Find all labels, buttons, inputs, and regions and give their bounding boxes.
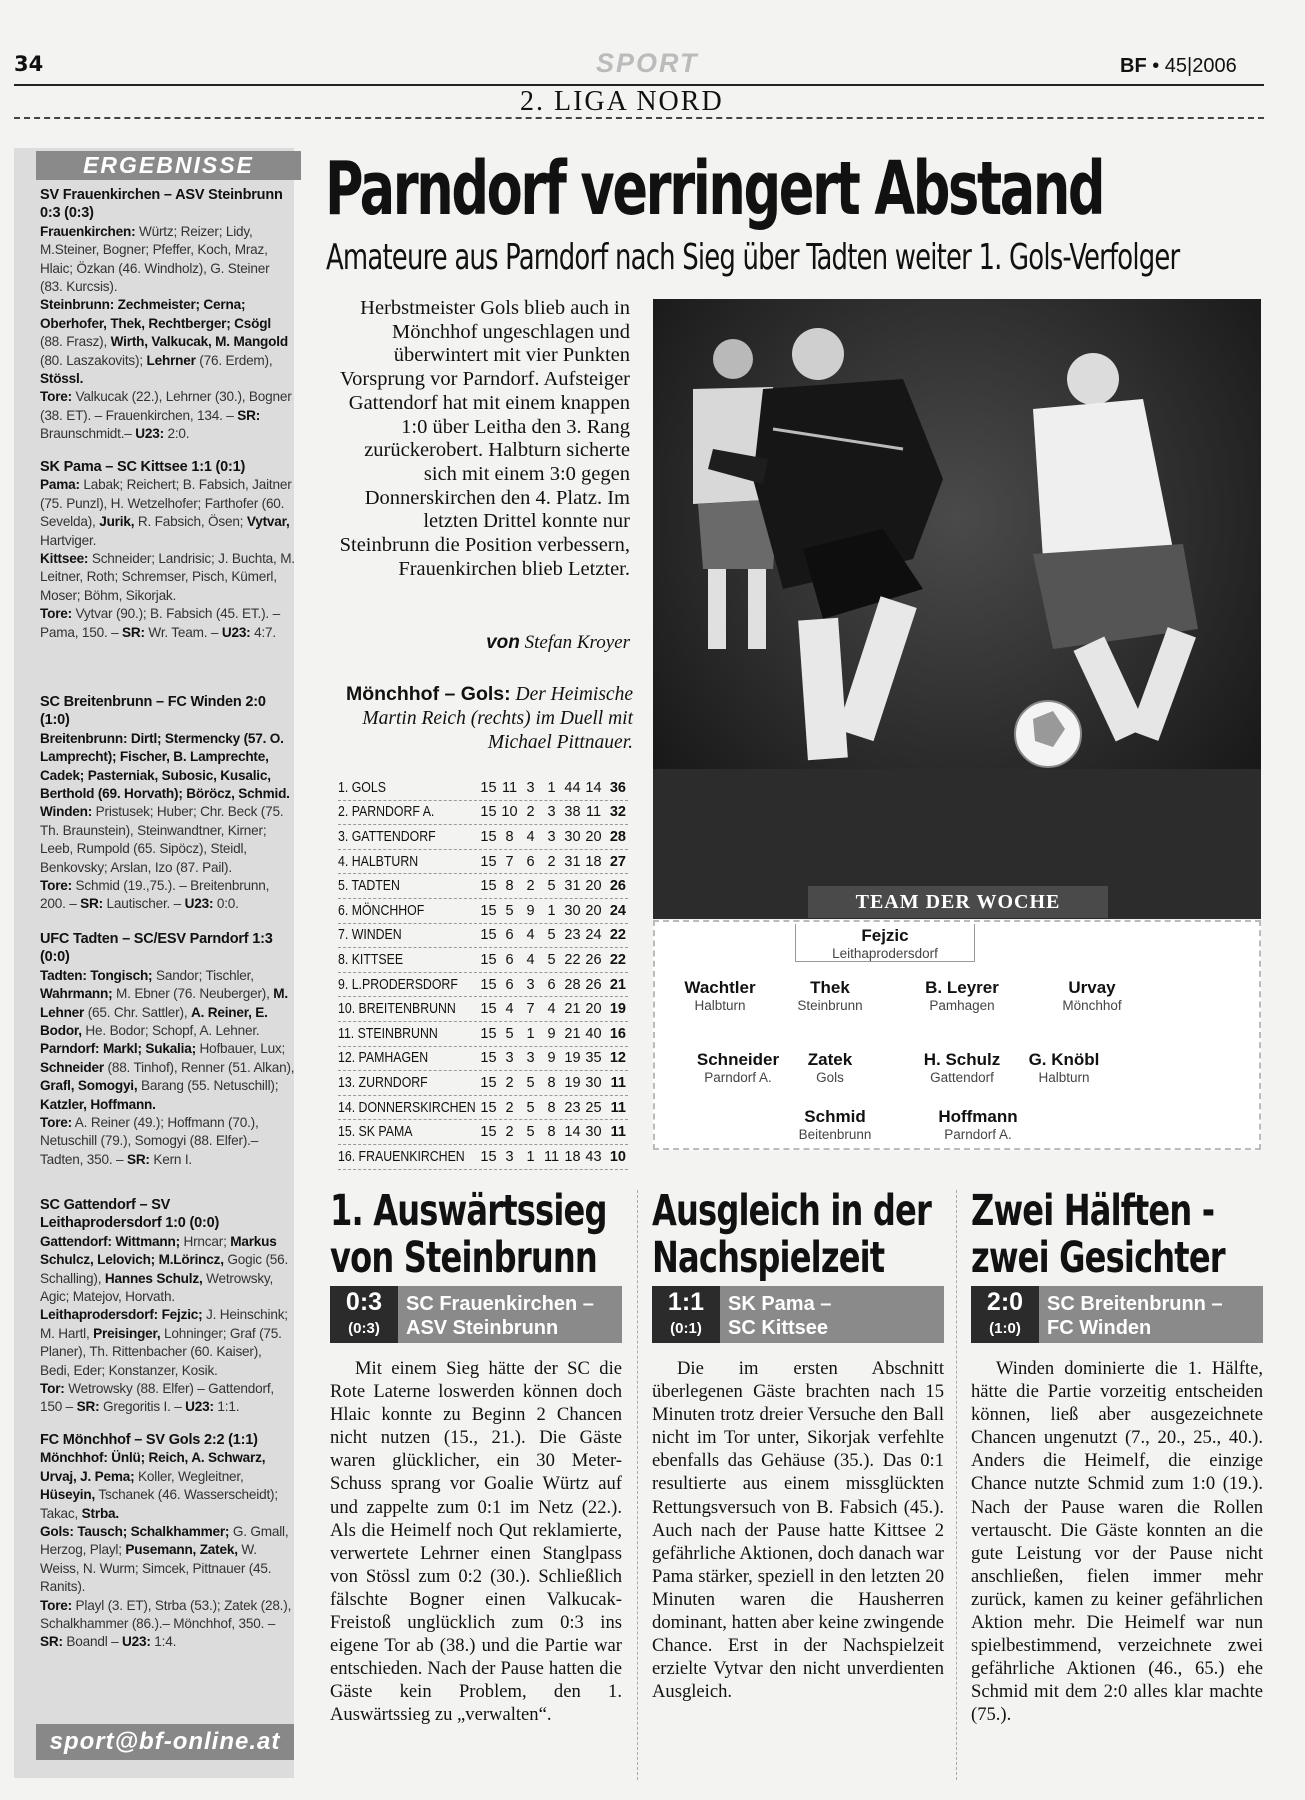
table-cell-ga: 25 (585, 1099, 602, 1116)
table-row (338, 997, 628, 1022)
table-team: 7. WINDEN (338, 927, 402, 944)
table-cell-l: 1 (547, 902, 556, 919)
table-cell-s: 15 (480, 976, 497, 993)
table-cell-gf: 31 (564, 853, 581, 870)
article-text: Die im ersten Abschnitt überlegenen Gäste brachten nach 15 Minuten trotz dreier Versuche den Ball nicht im Tor unter, Sikorjak verfehlte ebenfalls das Gehäuse (35.). Das 0:1 resultierte aus einem missglückten Rettungsversuch von B. Fabsich (45.). Auch nach der Pause hatte Kittsee 2 gefährliche Aktionen, doch danach war Pama stärker, speziell in den letzten 20 Minuten waren die Hausherren dominant, hatten aber keine zwingende Chance. Erst in der Nachspielzeit erzielte Vytvar den nicht unverdienten Ausgleich. (652, 1358, 944, 1703)
player-club: Pamhagen (929, 998, 995, 1013)
table-team: 12. PAMHAGEN (338, 1050, 429, 1067)
table-row (338, 1071, 628, 1096)
table-points: 19 (609, 1001, 626, 1018)
player-name: Wachtler (684, 978, 756, 997)
team-of-week-player (795, 924, 975, 962)
result-block (40, 693, 295, 914)
table-points: 32 (609, 804, 626, 821)
table-team: 2. PARNDORF A. (338, 804, 435, 821)
table-cell-d: 4 (526, 927, 535, 944)
result-block (40, 1431, 295, 1652)
player-club: Gattendorf (930, 1070, 994, 1085)
table-cell-d: 1 (526, 1148, 535, 1165)
table-cell-l: 8 (547, 1099, 556, 1116)
table-team: 16. FRAUENKIRCHEN (338, 1148, 465, 1165)
player-name: B. Leyrer (925, 978, 999, 997)
table-cell-ga: 20 (585, 902, 602, 919)
table-cell-d: 6 (526, 853, 535, 870)
table-cell-ga: 20 (585, 1001, 602, 1018)
score-bar (330, 1286, 622, 1343)
table-cell-w: 3 (505, 1050, 514, 1067)
table-cell-gf: 31 (564, 878, 581, 895)
score-box (652, 1286, 720, 1343)
table-cell-d: 4 (526, 828, 535, 845)
table-team: 11. STEINBRUNN (338, 1025, 438, 1042)
article-title-line: Zwei Hälften - (971, 1186, 1215, 1236)
table-cell-ga: 35 (585, 1050, 602, 1067)
table-points: 24 (609, 902, 626, 919)
table-team: 10. BREITENBRUNN (338, 1001, 456, 1018)
result-lineup: Pama: Labak; Reichert; B. Fabsich, Jaitner (75. Punzl), H. Wetzelhofer; Farthofer (60. Sevelda), Jurik, R. Fabsich, Ösen; Vytvar, Hartviger. Kittsee: Schneider; Landrisic; J. Buchta, M. Leitner, Roth; Schremser, Pisch, Kümerl, Moser; Böhm, Sikorjak. Tore: Vytvar (90.); B. Fabsich (45. ET.). – Pama, 150. – SR: Wr. Team. – U23: 4:7. (40, 477, 295, 640)
home-team: SK Pama – (728, 1293, 832, 1315)
player-club: Beitenbrunn (798, 1127, 872, 1142)
result-lineup: Frauenkirchen: Würtz; Reizer; Lidy, M.Steiner, Bogner; Pfeffer, Koch, Mraz, Hlaic; Özkan (46. Windholz), G. Steiner (83. Kurcsis). Steinbrunn: Zechmeister; Cerna; Oberhofer, Thek, Rechtberger; Csögl (88. Frasz), Wirth, Valkucak, M. Mangold (80. Laszakovits); Lehrner (76. Erdem), Stössl. Tore: Valkucak (22.), Lehrner (30.), Bogner (38. ET). – Frauenkirchen, 134. – SR: Braunschmidt.– U23: 2:0. (40, 223, 292, 442)
table-cell-l: 5 (547, 951, 556, 968)
table-points: 22 (609, 951, 626, 968)
final-score: 2:0 (986, 1288, 1024, 1316)
table-cell-s: 15 (480, 1124, 497, 1141)
article-body (330, 1357, 622, 1727)
issue-info: BF • 45|2006 (1120, 55, 1237, 77)
table-row (338, 973, 628, 998)
table-cell-l: 5 (547, 927, 556, 944)
half-time-score: (0:3) (348, 1320, 380, 1337)
player-club: Halbturn (1038, 1070, 1090, 1085)
table-row (338, 1145, 628, 1170)
team-of-week-player (765, 1050, 895, 1085)
team-of-week-title: TEAM DER WOCHE (808, 886, 1108, 918)
table-cell-d: 1 (526, 1025, 535, 1042)
subheadline: Amateure aus Parndorf nach Sieg über Tadten weiter 1. Gols-Verfolger (326, 237, 1180, 278)
table-cell-s: 15 (480, 779, 497, 796)
table-cell-gf: 30 (564, 902, 581, 919)
table-cell-l: 8 (547, 1074, 556, 1091)
table-row (338, 850, 628, 875)
headline: Parndorf verringert Abstand (325, 146, 1104, 232)
table-points: 27 (609, 853, 626, 870)
table-cell-w: 2 (505, 1099, 514, 1116)
issue-number: 45 (1164, 55, 1188, 77)
player-name: Urvay (1068, 978, 1116, 997)
table-row (338, 899, 628, 924)
author-prefix: von (486, 632, 520, 653)
table-points: 11 (610, 1124, 626, 1141)
away-team: SC Kittsee (728, 1317, 829, 1339)
away-team: ASV Steinbrunn (406, 1317, 559, 1339)
score-bar (971, 1286, 1263, 1343)
table-cell-gf: 18 (564, 1148, 581, 1165)
table-cell-ga: 18 (585, 853, 602, 870)
match-teams (720, 1286, 944, 1343)
table-cell-gf: 19 (564, 1074, 581, 1091)
table-cell-d: 5 (526, 1124, 535, 1141)
player-club: Mönchhof (1062, 998, 1122, 1013)
table-cell-l: 9 (547, 1050, 556, 1067)
table-cell-l: 6 (547, 976, 556, 993)
table-cell-s: 15 (480, 1025, 497, 1042)
score-box (330, 1286, 398, 1343)
table-cell-gf: 23 (564, 1099, 581, 1116)
table-points: 36 (609, 779, 626, 796)
caption-bold: Mönchhof – Gols: (345, 683, 511, 705)
table-cell-l: 4 (547, 1001, 556, 1018)
table-cell-ga: 43 (585, 1148, 602, 1165)
player-club: Steinbrunn (797, 998, 863, 1013)
player-club: Parndorf A. (704, 1070, 772, 1085)
result-lineup: Mönchhof: Ünlü; Reich, A. Schwarz, Urvaj, J. Pema; Koller, Wegleitner, Hüseyin, Tschanek (46. Wasserscheidt); Takac, Strba. Gols: Tausch; Schalkhammer; G. Gmall, Herzog, Playl; Pusemann, Zatek, W. Weiss, N. Wurm; Simcek, Pittnauer (45. Ranits). Tore: Playl (3. ET), Strba (53.); Zatek (28.), Schalkhammer (86.).– Mönchhof, 350. – SR: Boandl – U23: 1:4. (40, 1450, 292, 1650)
team-of-week-player (770, 1107, 900, 1142)
table-cell-l: 2 (547, 853, 556, 870)
table-row (338, 1022, 628, 1047)
table-row (338, 1096, 628, 1121)
table-cell-gf: 30 (564, 828, 581, 845)
table-cell-gf: 19 (564, 1050, 581, 1067)
table-team: 14. DONNERSKIRCHEN (338, 1099, 476, 1116)
table-cell-s: 15 (480, 804, 497, 821)
table-cell-l: 8 (547, 1124, 556, 1141)
table-cell-l: 5 (547, 878, 556, 895)
result-block (40, 1196, 295, 1417)
table-cell-gf: 21 (564, 1001, 581, 1018)
table-cell-l: 1 (547, 779, 556, 796)
table-cell-w: 11 (501, 779, 518, 796)
table-cell-d: 2 (526, 878, 535, 895)
table-cell-s: 15 (480, 1001, 497, 1018)
table-cell-ga: 20 (585, 878, 602, 895)
table-points: 11 (610, 1099, 626, 1116)
league-title: 2. LIGA NORD (520, 86, 724, 117)
table-cell-l: 3 (547, 828, 556, 845)
player-club: Leithaprodersdorf (832, 946, 938, 961)
table-cell-ga: 11 (585, 804, 602, 821)
result-lineup: Tadten: Tongisch; Sandor; Tischler, Wahrmann; M. Ebner (76. Neuberger), M. Lehner (65. Chr. Sattler), A. Reiner, E. Bodor, He. Bodor; Schopf, A. Lehner. Parndorf: Markl; Sukalia; Hofbauer, Lux; Schneider (88. Tinhof), Renner (51. Alkan), Grafl, Somogyi, Barang (55. Netuschill); Katzler, Hoffmann. Tore: A. Reiner (49.); Hoffmann (70.), Netuschill (79.), Somogyi (88. Elfer).– Tadten, 350. – SR: Kern I. (40, 967, 295, 1167)
player-club: Parndorf A. (944, 1127, 1012, 1142)
half-time-score: (1:0) (989, 1320, 1021, 1337)
article (652, 1188, 944, 1703)
team-of-week-player (1027, 978, 1157, 1013)
table-points: 11 (610, 1074, 626, 1091)
match-photo (653, 299, 1261, 919)
table-row (338, 801, 628, 826)
league-table (338, 776, 628, 1170)
table-cell-l: 3 (547, 804, 556, 821)
result-title: SC Gattendorf – SV Leithaprodersdorf 1:0 (0:0) (40, 1197, 220, 1232)
player-name: Schmid (804, 1107, 866, 1126)
table-row (338, 1120, 628, 1145)
table-cell-w: 2 (505, 1124, 514, 1141)
table-cell-w: 3 (505, 1148, 514, 1165)
section-title: SPORT (596, 48, 699, 78)
table-cell-ga: 14 (585, 779, 602, 796)
player-name: Hoffmann (938, 1107, 1018, 1126)
table-cell-gf: 14 (564, 1124, 581, 1141)
away-team: FC Winden (1047, 1317, 1152, 1339)
football-icon (1015, 701, 1081, 767)
table-row (338, 825, 628, 850)
table-cell-w: 5 (505, 902, 514, 919)
table-cell-gf: 23 (564, 927, 581, 944)
table-cell-ga: 26 (585, 976, 602, 993)
result-title: UFC Tadten – SC/ESV Parndorf 1:3 (0:0) (40, 931, 273, 966)
issue-year: 2006 (1192, 55, 1237, 77)
lead-paragraph: Herbstmeister Gols blieb auch in Mönchhof ungeschlagen und überwintert mit vier Punkten Vorsprung vor Parndorf. Aufsteiger Gattendorf hat mit einem knappen 1:0 über Leitha den 3. Rang zurückerobert. Halbturn sicherte sich mit einem 3:0 gegen Donnerskirchen den 4. Platz. Im letzten Drittel konnte nur Steinbrunn die Position verbessern, Frauenkirchen blieb Letzter. (339, 297, 630, 580)
result-title: FC Mönchhof – SV Gols 2:2 (1:1) (40, 1432, 258, 1448)
home-team: SC Breitenbrunn – (1047, 1293, 1223, 1315)
table-cell-l: 11 (543, 1148, 560, 1165)
table-points: 26 (609, 878, 626, 895)
contact-email[interactable]: sport@bf-online.at (36, 1724, 294, 1760)
table-cell-ga: 20 (585, 828, 602, 845)
author-line (330, 632, 630, 654)
table-cell-d: 5 (526, 1074, 535, 1091)
table-cell-gf: 22 (564, 951, 581, 968)
result-block (40, 458, 295, 642)
table-cell-d: 9 (526, 902, 535, 919)
results-sidebar-title: ERGEBNISSE (36, 151, 301, 180)
table-team: 15. SK PAMA (338, 1124, 413, 1141)
table-cell-gf: 21 (564, 1025, 581, 1042)
article-title-line: Ausgleich in der (652, 1186, 932, 1236)
table-cell-ga: 26 (585, 951, 602, 968)
table-cell-d: 5 (526, 1099, 535, 1116)
article-text: Winden dominierte die 1. Hälfte, hätte die Partie vorzeitig entscheiden können, ließ aber ausgezeichnete Chancen ungenutzt (7., 20., 25., 40.). Anders die Heimelf, die einzige Chance nutzte Schmid zum 1:0 (19.). Nach der Pause waren die Rollen vertauscht. Die Gäste konnten an die gute Leistung vor der Pause nicht anschließen, fielen immer mehr zurück, kamen zu keiner gefährlichen Aktion mehr. Die Heimelf war nun spielbestimmend, verzeichnete zwei gefährliche Aktionen (46., 65.) ehe Schmid mit dem 2:0 alles klar machte (75.). (971, 1358, 1263, 1726)
table-cell-d: 3 (526, 1050, 535, 1067)
table-cell-ga: 30 (585, 1124, 602, 1141)
table-cell-d: 3 (526, 976, 535, 993)
photo-caption (330, 682, 633, 755)
table-cell-s: 15 (480, 951, 497, 968)
table-cell-s: 15 (480, 828, 497, 845)
half-time-score: (0:1) (670, 1320, 702, 1337)
table-points: 10 (609, 1148, 626, 1165)
caption-text: Der Heimische Martin Reich (rechts) im Duell mit Michael Pittnauer. (362, 684, 633, 753)
team-of-week-player (765, 978, 895, 1013)
player-name: Fejzic (861, 926, 909, 945)
photo-illustration (653, 299, 1261, 919)
table-cell-l: 9 (547, 1025, 556, 1042)
header-dashed-rule (14, 117, 1264, 119)
score-bar (652, 1286, 944, 1343)
table-team: 8. KITTSEE (338, 951, 404, 968)
table-cell-gf: 38 (564, 804, 581, 821)
table-cell-d: 3 (526, 779, 535, 796)
table-cell-w: 5 (505, 1025, 514, 1042)
table-cell-s: 15 (480, 1050, 497, 1067)
table-cell-w: 8 (505, 878, 514, 895)
article (330, 1188, 622, 1727)
table-cell-gf: 44 (564, 779, 581, 796)
final-score: 0:3 (345, 1288, 383, 1316)
result-lineup: Breitenbrunn: Dirtl; Stermencky (57. O. Lamprecht); Fischer, B. Lamprechte, Cadek; Pasterniak, Subosic, Kusalic, Berthold (69. Horvath); Böröcz, Schmid. Winden: Pristusek; Huber; Chr. Beck (75. Th. Braunstein), Steinwandtner, Kirner; Leeb, Rumpold (65. Sipöcz), Steidl, Benkovsky; Arslan, Izo (87. Pail). Tore: Schmid (19.,75.). – Breitenbrunn, 200. – SR: Lautischer. – U23: 0:0. (40, 730, 290, 912)
table-cell-w: 8 (505, 828, 514, 845)
publication-name: BF (1120, 55, 1147, 77)
table-cell-ga: 24 (585, 927, 602, 944)
article-title-line: zwei Gesichter (971, 1233, 1225, 1283)
column-divider (637, 1190, 638, 1780)
table-points: 22 (609, 927, 626, 944)
player-name: H. Schulz (923, 1050, 1001, 1069)
table-cell-w: 10 (501, 804, 518, 821)
final-score: 1:1 (667, 1288, 705, 1316)
column-divider (956, 1190, 957, 1780)
score-box (971, 1286, 1039, 1343)
table-team: 1. GOLS (338, 779, 386, 796)
author-name: Stefan Kroyer (524, 632, 630, 653)
table-row (338, 948, 628, 973)
table-cell-d: 7 (526, 1001, 535, 1018)
table-points: 16 (609, 1025, 626, 1042)
table-points: 21 (609, 976, 626, 993)
article-title-line: von Steinbrunn (330, 1233, 597, 1283)
result-title: SV Frauenkirchen – ASV Steinbrunn 0:3 (0:3) (40, 187, 283, 222)
table-cell-ga: 30 (585, 1074, 602, 1091)
table-team: 6. MÖNCHHOF (338, 902, 425, 919)
table-row (338, 1047, 628, 1072)
article-text: Mit einem Sieg hätte der SC die Rote Laterne loswerden können doch Hlaic konnte zu Beginn 2 Chancen nicht nutzen (15., 21.). Die Gäste waren glücklicher, ein 30 Meter-Schuss sprang vor Goalie Würtz auf und zappelte zum 0:1 im Netz (22.). Als die Heimelf noch Qut reklamierte, verwertete Lehrner einen Stanglpass von Stössl zum 0:2 (30.). Schließlich fälschte Bogner einen Valkucak-Freistoß unglücklich zum 0:3 ins eigene Tor ab (38.) und die Partie war entschieden. Nach der Pause hatten die Gäste kein Problem, den 1. Auswärtssieg zu „verwalten“. (330, 1358, 622, 1726)
table-cell-s: 15 (480, 1099, 497, 1116)
table-cell-s: 15 (480, 878, 497, 895)
team-of-week-player (999, 1050, 1129, 1085)
table-cell-s: 15 (480, 902, 497, 919)
page-number: 34 (14, 52, 44, 76)
article-title-line: Nachspielzeit (652, 1233, 885, 1283)
table-cell-gf: 28 (564, 976, 581, 993)
team-of-week-player (913, 1107, 1043, 1142)
player-name: Zatek (807, 1050, 853, 1069)
article-body (652, 1357, 944, 1703)
player-name: Thek (810, 978, 850, 997)
table-cell-s: 15 (480, 1074, 497, 1091)
article (971, 1188, 1263, 1727)
table-row (338, 874, 628, 899)
player-name: Schneider (696, 1050, 780, 1069)
article-title-line: 1. Auswärtssieg (330, 1186, 607, 1236)
table-team: 9. L.PRODERSDORF (338, 976, 458, 993)
table-points: 28 (609, 828, 626, 845)
table-cell-w: 6 (505, 951, 514, 968)
results-sidebar (14, 148, 294, 1778)
table-cell-d: 2 (526, 804, 535, 821)
table-cell-d: 4 (526, 951, 535, 968)
player-name: G. Knöbl (1028, 1050, 1100, 1069)
result-block (40, 930, 295, 1169)
table-row (338, 776, 628, 801)
match-teams (1039, 1286, 1263, 1343)
team-of-week-player (897, 978, 1027, 1013)
table-team: 13. ZURNDORF (338, 1074, 428, 1091)
table-cell-w: 2 (505, 1074, 514, 1091)
table-team: 4. HALBTURN (338, 853, 419, 870)
match-teams (398, 1286, 622, 1343)
result-lineup: Gattendorf: Wittmann; Hrncar; Markus Schulcz, Lelovich; M.Lörincz, Gogic (56. Schalling), Hannes Schulz, Wetrowsky, Agic; Matejov, Horvath. Leithaprodersdorf: Fejzic; J. Heinschink; M. Hartl, Preisinger, Lohninger; Graf (75. Planer), Th. Rittenbacher (60. Kaiser), Bedi, Eder; Konstanzer, Kosik. Tor: Wetrowsky (88. Elfer) – Gattendorf, 150 – SR: Gregoritis I. – U23: 1:1. (40, 1233, 289, 1415)
result-title: SK Pama – SC Kittsee 1:1 (0:1) (40, 459, 246, 475)
table-points: 12 (609, 1050, 626, 1067)
table-cell-s: 15 (480, 853, 497, 870)
table-cell-w: 7 (505, 853, 514, 870)
team-of-week-box (653, 920, 1261, 1150)
table-cell-s: 15 (480, 1148, 497, 1165)
table-row (338, 924, 628, 949)
table-cell-w: 6 (505, 927, 514, 944)
article-body (971, 1357, 1263, 1727)
table-cell-s: 15 (480, 927, 497, 944)
home-team: SC Frauenkirchen – (406, 1293, 594, 1315)
table-cell-w: 4 (505, 1001, 514, 1018)
table-team: 3. GATTENDORF (338, 828, 436, 845)
result-block (40, 186, 295, 444)
player-club: Gols (816, 1070, 844, 1085)
table-team: 5. TADTEN (338, 878, 400, 895)
result-title: SC Breitenbrunn – FC Winden 2:0 (1:0) (40, 694, 266, 729)
table-cell-ga: 40 (585, 1025, 602, 1042)
player-club: Halbturn (694, 998, 746, 1013)
table-cell-w: 6 (505, 976, 514, 993)
